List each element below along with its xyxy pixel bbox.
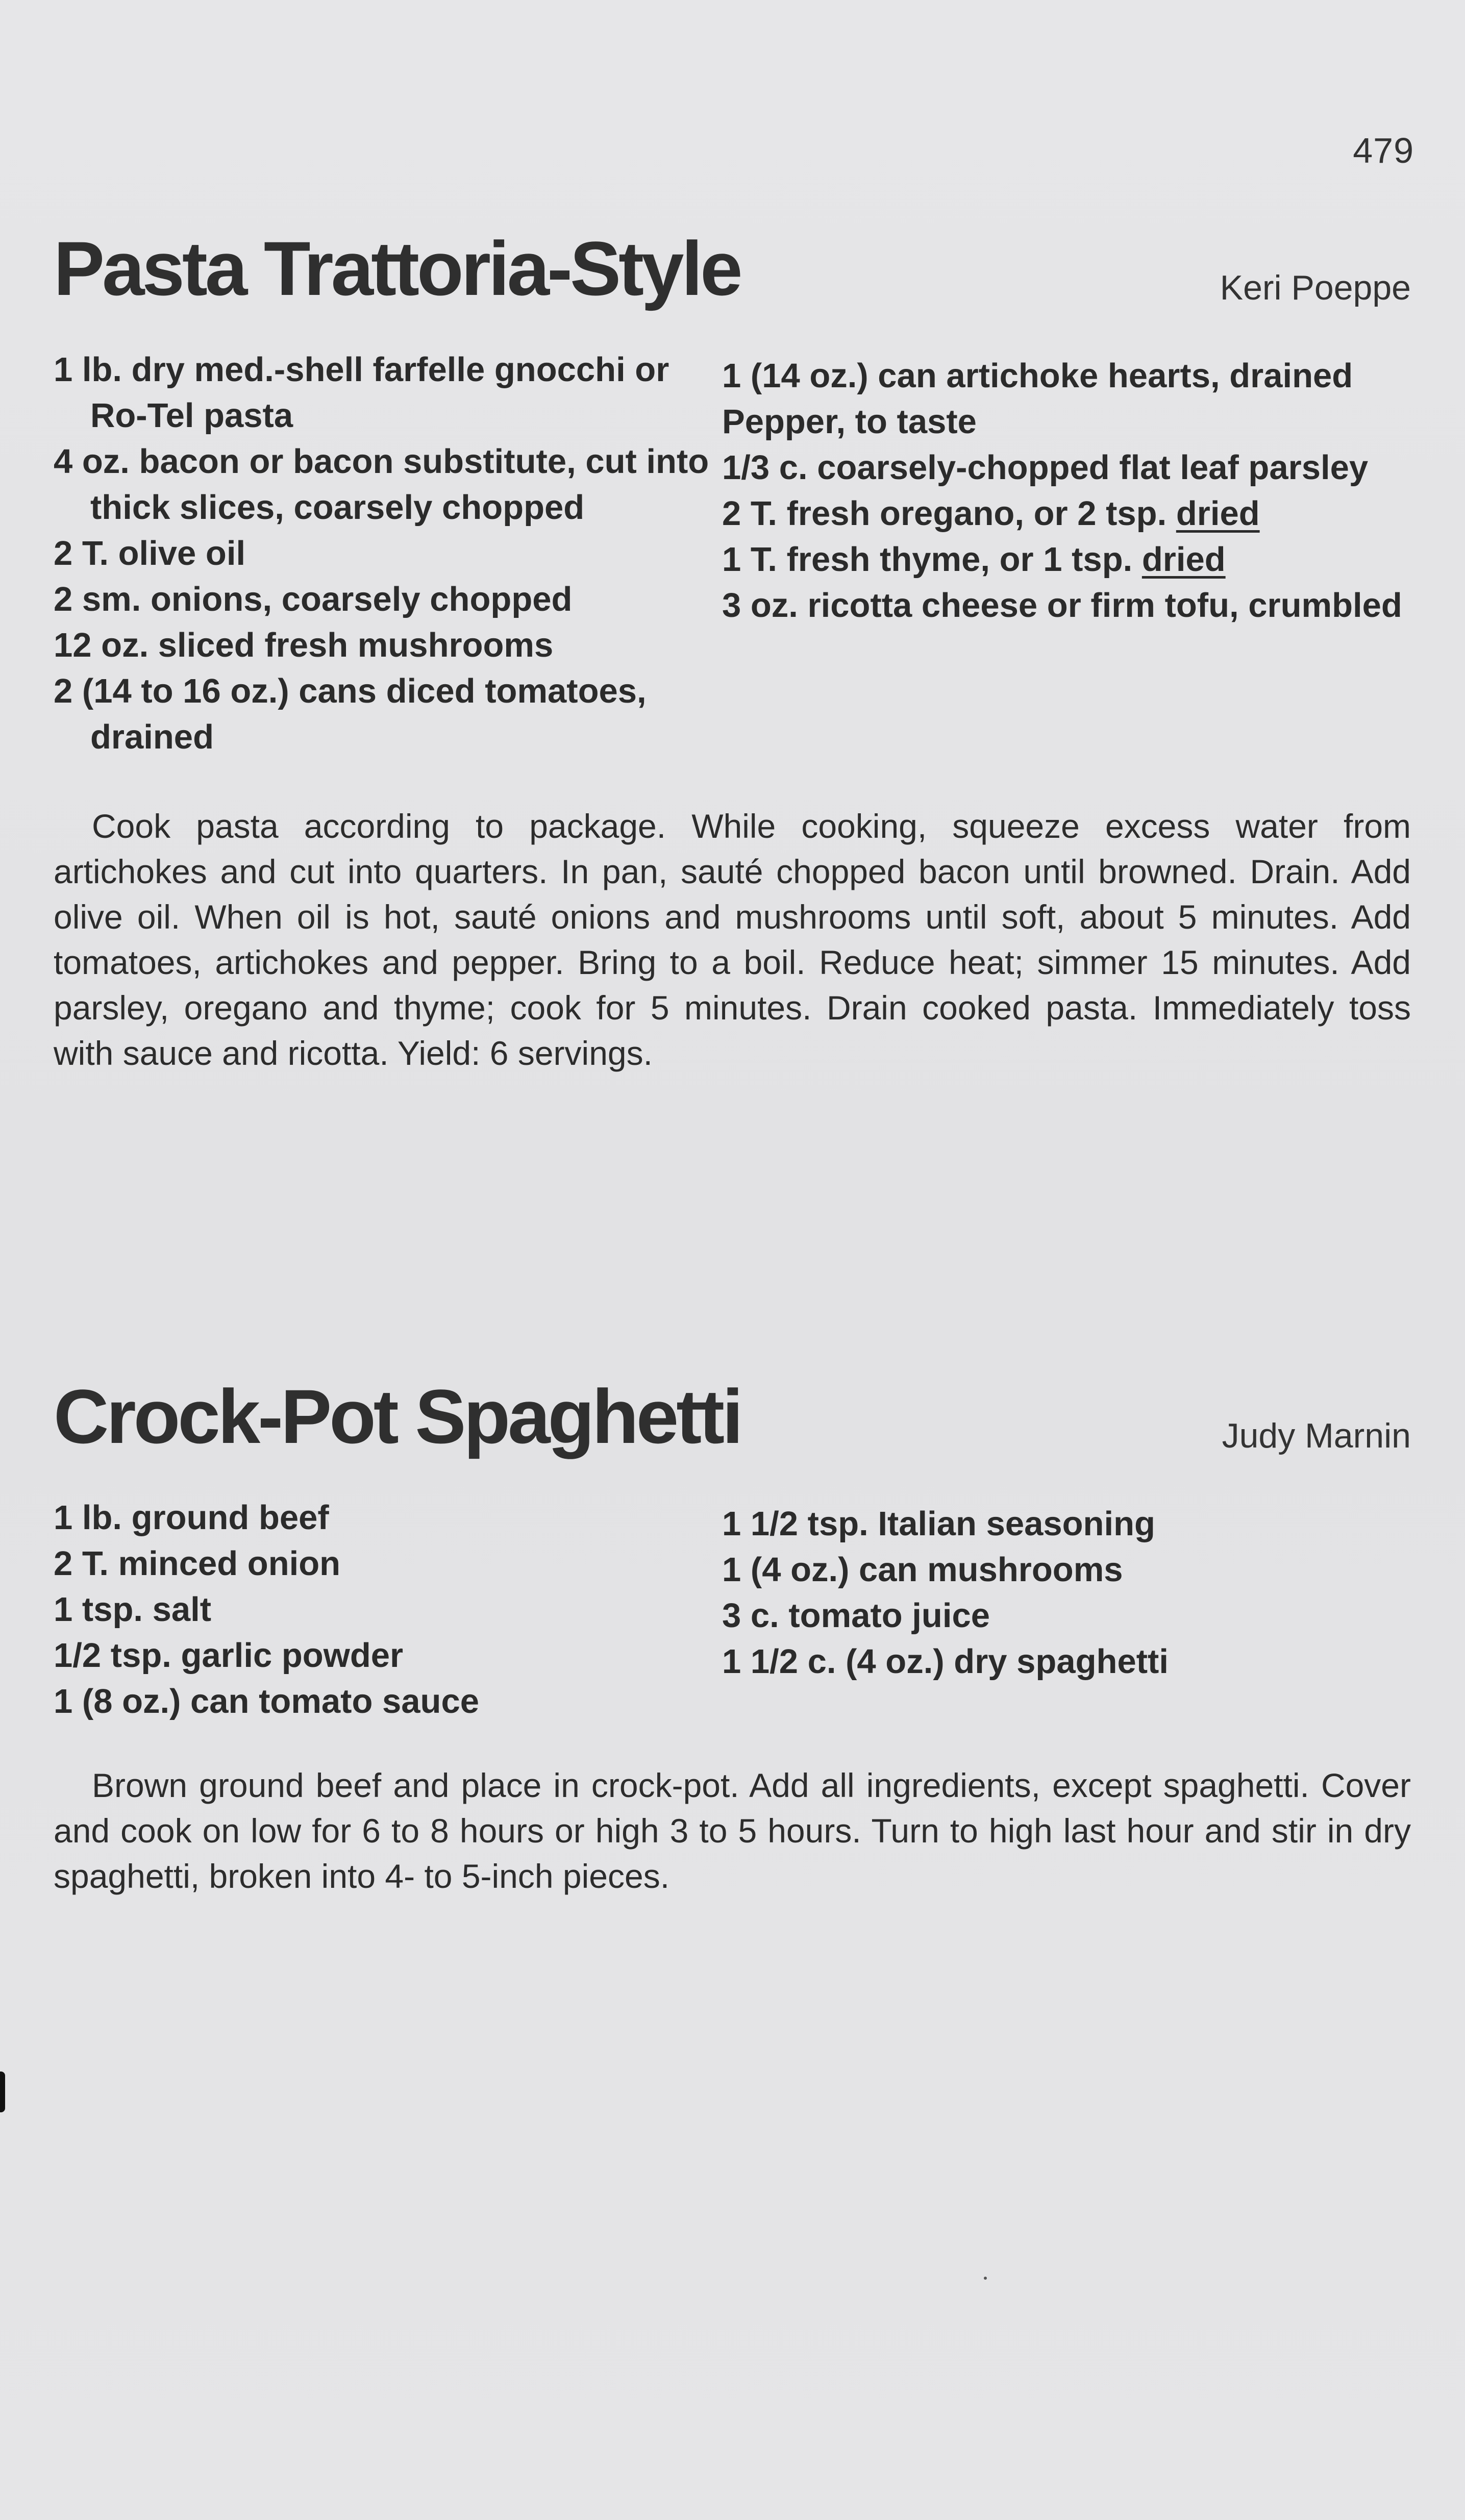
recipe-instructions: Cook pasta according to package. While cooking, squeeze excess water from artichokes and cut into quarters. In pan, sauté chopped bacon until browned. Drain. Add olive oil. When oil is hot, sauté onions and mushrooms until soft, about 5 minutes. Add tomatoes, artichokes and pepper. Bring to a boil. Reduce heat; simmer 15 minutes. Add parsley, oregano and thyme; cook for 5 minutes. Drain cooked pasta. Immediately toss with sauce and ricotta. Yield: 6 servings. bbox=[54, 807, 1411, 1072]
ingredient-item: 1 1/2 c. (4 oz.) dry spaghetti bbox=[722, 1642, 1169, 1681]
recipe-instructions: Brown ground beef and place in crock-pot. Add all ingredients, except spaghetti. Cover and cook on low for 6 to 8 hours or high 3 to 5 hours. Turn to high last hour and stir in dry spaghetti, broken into 4- to 5-inch pieces. bbox=[54, 1766, 1411, 1895]
ingredient-item: 3 oz. ricotta cheese or firm tofu, crumbled bbox=[722, 586, 1402, 625]
recipe-title: Crock-Pot Spaghetti bbox=[54, 1374, 741, 1459]
ingredient-item: 1/3 c. coarsely-chopped flat leaf parsley bbox=[722, 448, 1369, 487]
ingredients-list bbox=[54, 347, 1411, 760]
ingredient-item: 2 sm. onions, coarsely chopped bbox=[54, 580, 573, 618]
ingredient-text: 2 T. fresh oregano, or 2 tsp. bbox=[722, 494, 1167, 533]
ingredient-item: 4 oz. bacon or bacon substitute, cut into thick slices, coarsely chopped bbox=[54, 442, 709, 527]
ingredients-right-column bbox=[722, 353, 1411, 760]
ingredient-item: Pepper, to taste bbox=[722, 403, 977, 441]
recipe-author: Keri Poeppe bbox=[1220, 268, 1411, 307]
ingredient-item: 3 c. tomato juice bbox=[722, 1596, 990, 1635]
ingredient-item: 1 tsp. salt bbox=[54, 1590, 212, 1629]
ingredient-text: 1 T. fresh thyme, or 1 tsp. bbox=[722, 540, 1133, 579]
recipe-pasta-trattoria bbox=[54, 224, 1411, 1076]
ingredient-item: 2 (14 to 16 oz.) cans diced tomatoes, drained bbox=[54, 672, 647, 756]
page-number: 479 bbox=[1353, 131, 1414, 170]
recipe-header bbox=[54, 224, 1411, 327]
recipe-author: Judy Marnin bbox=[1222, 1416, 1411, 1455]
ingredient-item: 2 T. minced onion bbox=[54, 1544, 341, 1583]
ingredients-right-column bbox=[722, 1501, 1411, 1725]
binding-edge-mark bbox=[0, 2072, 5, 2112]
ingredient-item: 1 (4 oz.) can mushrooms bbox=[722, 1551, 1123, 1589]
ingredient-item: 2 T. olive oil bbox=[54, 534, 246, 572]
ingredient-item bbox=[722, 491, 1411, 537]
ingredient-item: 1 1/2 tsp. Italian seasoning bbox=[722, 1505, 1155, 1543]
ingredients-list bbox=[54, 1495, 1411, 1725]
ingredient-item bbox=[722, 537, 1411, 583]
underlined-dried: dried bbox=[1141, 540, 1226, 579]
ingredient-item: 1/2 tsp. garlic powder bbox=[54, 1636, 404, 1675]
underlined-dried: dried bbox=[1176, 494, 1260, 533]
ingredient-item: 1 lb. dry med.-shell farfelle gnocchi or Ro-Tel pasta bbox=[54, 351, 669, 435]
ingredients-left-column bbox=[54, 347, 722, 760]
ingredients-left-column bbox=[54, 1495, 722, 1725]
ingredient-item: 1 lb. ground beef bbox=[54, 1499, 329, 1537]
recipe-title: Pasta Trattoria-Style bbox=[54, 226, 740, 311]
ingredient-item: 1 (14 oz.) can artichoke hearts, drained bbox=[722, 357, 1353, 395]
ingredient-item: 12 oz. sliced fresh mushrooms bbox=[54, 626, 554, 664]
recipe-header bbox=[54, 1373, 1411, 1475]
scan-speck bbox=[984, 2277, 987, 2280]
ingredient-item: 1 (8 oz.) can tomato sauce bbox=[54, 1682, 479, 1720]
recipe-crock-pot-spaghetti bbox=[54, 1373, 1411, 1899]
